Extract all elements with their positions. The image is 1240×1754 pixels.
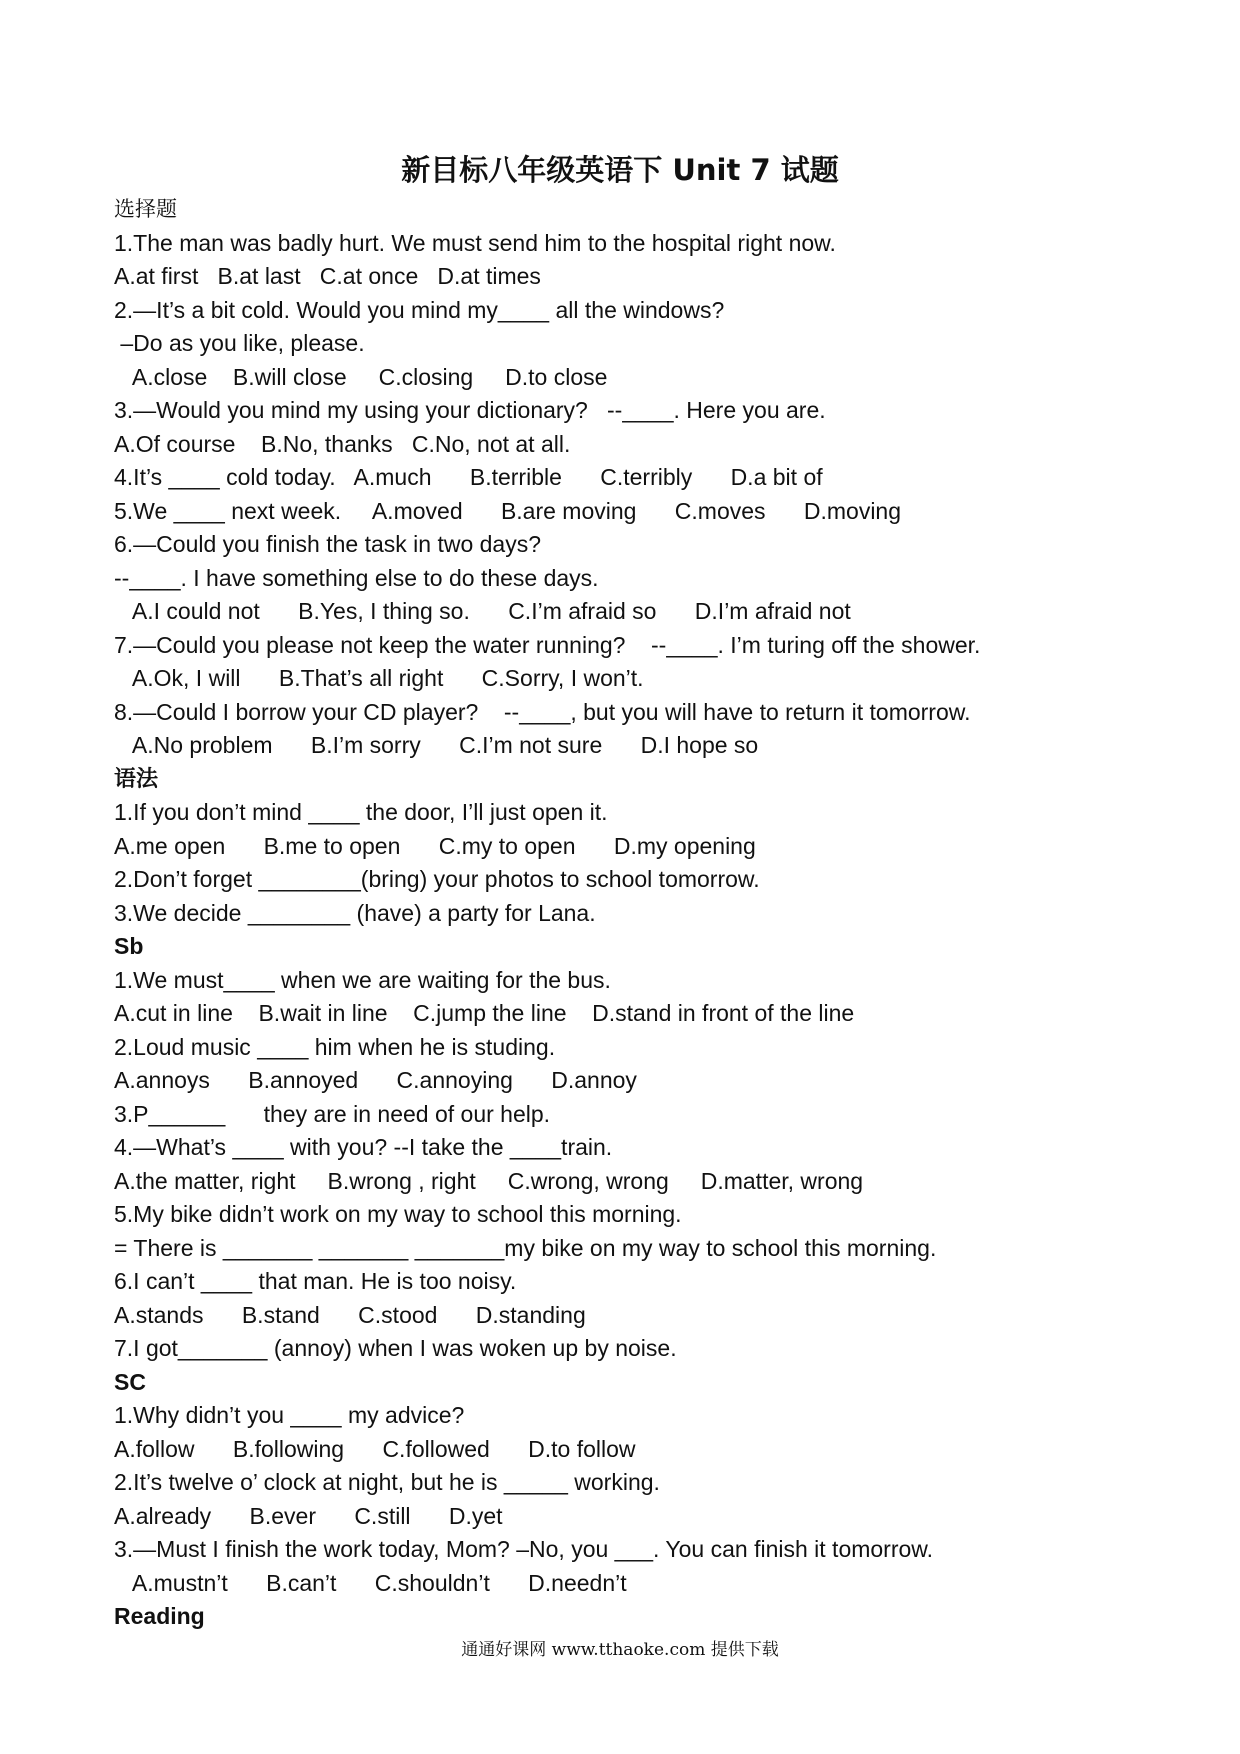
page-title: 新目标八年级英语下 Unit 7 试题 <box>401 153 839 187</box>
section-heading: Sb <box>114 933 144 959</box>
text-line: 1.The man was badly hurt. We must send him to the hospital right now. <box>114 229 836 256</box>
text-line: 3.P______ they are in need of our help. <box>114 1100 551 1127</box>
text-line: 7.I got_______ (annoy) when I was woken up by noise. <box>114 1335 677 1361</box>
text-line: A.the matter, right B.wrong , right C.wrong, wrong D.matter, wrong <box>114 1167 864 1194</box>
text-line: A.me open B.me to open C.my to open D.my opening <box>114 832 756 859</box>
text-line: 1.Why didn’t you ____ my advice? <box>114 1402 465 1428</box>
section-subtitle: 选择题 <box>114 197 177 221</box>
text-line: –Do as you like, please. <box>114 330 365 356</box>
text-line: 3.—Must I finish the work today, Mom? –No, you ___. You can finish it tomorrow. <box>114 1536 934 1562</box>
text-line: 6.—Could you finish the task in two days? <box>114 531 542 557</box>
text-line: 2.—It’s a bit cold. Would you mind my____ all the windows? <box>114 296 725 323</box>
text-line: A.Of course B.No, thanks C.No, not at all. <box>114 430 571 457</box>
text-line: 7.—Could you please not keep the water running? --____. I’m turing off the shower. <box>114 631 981 658</box>
text-line: 3.We decide ________ (have) a party for Lana. <box>114 899 596 926</box>
text-line: 8.—Could I borrow your CD player? --____, but you will have to return it tomorrow. <box>114 698 971 725</box>
text-line: 3.—Would you mind my using your dictionary? --____. Here you are. <box>114 397 826 423</box>
text-line: 2.It’s twelve o’ clock at night, but he is _____ working. <box>114 1469 660 1495</box>
text-line: 5.We ____ next week. A.moved B.are moving C.moves D.moving <box>114 497 902 524</box>
text-line: A.I could not B.Yes, I thing so. C.I’m afraid so D.I’m afraid not <box>114 598 851 624</box>
exercise-content <box>114 193 1194 1634</box>
text-line: 1.We must____ when we are waiting for the bus. <box>114 966 611 993</box>
text-line: = There is _______ _______ _______my bike on my way to school this morning. <box>114 1234 937 1261</box>
text-line: A.close B.will close C.closing D.to close <box>114 363 608 390</box>
section-heading: 语法 <box>114 766 159 792</box>
text-line: A.at first B.at last C.at once D.at times <box>114 263 541 289</box>
text-line: A.cut in line B.wait in line C.jump the line D.stand in front of the line <box>114 1000 855 1026</box>
text-line: A.already B.ever C.still D.yet <box>114 1502 503 1529</box>
text-line: A.annoys B.annoyed C.annoying D.annoy <box>114 1067 637 1093</box>
section-heading: SC <box>114 1368 146 1395</box>
text-line: 2.Loud music ____ him when he is studing. <box>114 1033 556 1060</box>
text-line: 5.My bike didn’t work on my way to school this morning. <box>114 1201 682 1227</box>
text-line: 1.If you don’t mind ____ the door, I’ll just open it. <box>114 799 608 825</box>
text-line: A.stands B.stand C.stood D.standing <box>114 1301 586 1328</box>
footer-credit: 通通好课网 www.tthaoke.com 提供下载 <box>461 1640 779 1660</box>
text-line: 4.It’s ____ cold today. A.much B.terrible C.terribly D.a bit of <box>114 464 823 490</box>
text-line: --____. I have something else to do these days. <box>114 564 599 591</box>
text-line: A.mustn’t B.can’t C.shouldn’t D.needn’t <box>114 1569 627 1596</box>
text-line: A.Ok, I will B.That’s all right C.Sorry, I won’t. <box>114 665 644 691</box>
section-heading: Reading <box>114 1603 205 1629</box>
text-line: 4.—What’s ____ with you? --I take the ____train. <box>114 1134 613 1160</box>
text-line: 2.Don’t forget ________(bring) your photos to school tomorrow. <box>114 866 760 892</box>
text-line: A.follow B.following C.followed D.to follow <box>114 1435 636 1462</box>
text-line: 6.I can’t ____ that man. He is too noisy. <box>114 1268 517 1294</box>
text-line: A.No problem B.I’m sorry C.I’m not sure D.I hope so <box>114 732 759 758</box>
